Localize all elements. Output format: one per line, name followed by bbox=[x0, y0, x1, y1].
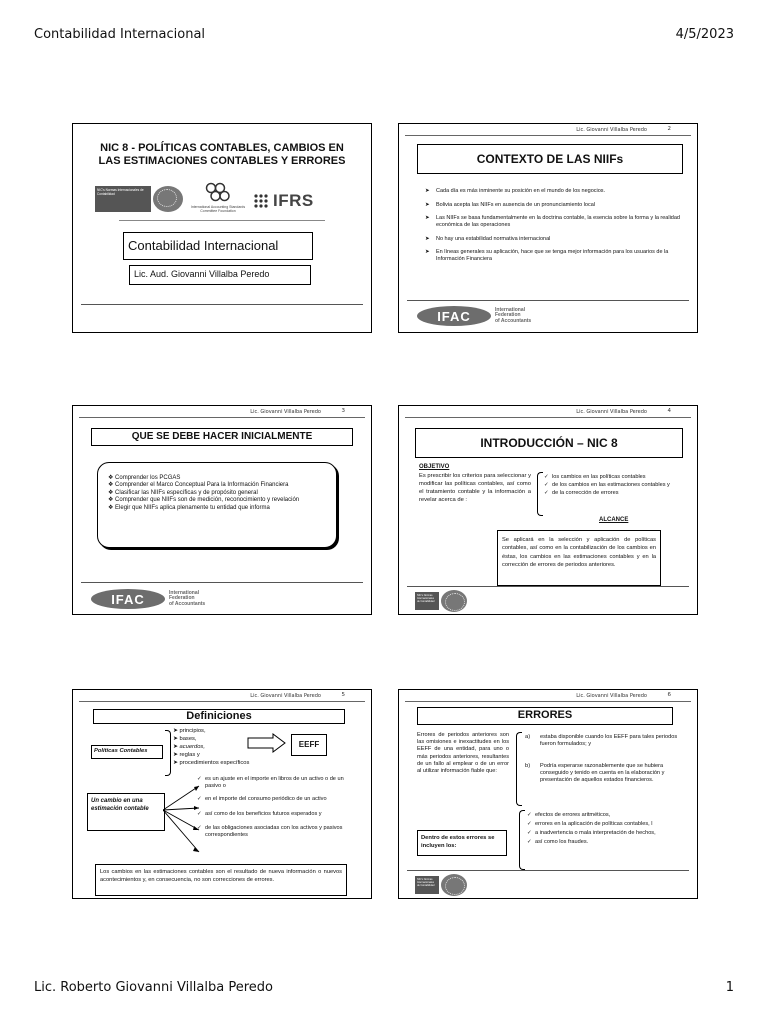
list-item: ➤ procedimientos específicos bbox=[173, 760, 250, 766]
slide-header-author: Lic. Giovanni Villalba Peredo bbox=[576, 409, 647, 415]
slide-2 bbox=[398, 123, 698, 333]
ifac-logo bbox=[417, 306, 531, 326]
title-box bbox=[91, 428, 353, 446]
list-item: ✓ de los cambios en las estimaciones contables y bbox=[544, 482, 684, 489]
list-item: ✓ es un ajuste en el importe en libros de un activo o de un pasivo o bbox=[197, 776, 357, 790]
list-item: ➤ Cada día es más inminente su posición en el mundo de los negocios. bbox=[425, 188, 681, 195]
context-bullet-list bbox=[425, 188, 681, 270]
cambio-check-list bbox=[197, 776, 357, 839]
title-box bbox=[415, 428, 683, 458]
alcance-box bbox=[497, 530, 661, 586]
ifac-logo-line: International bbox=[495, 306, 526, 313]
list-item: ✓ en el importe del consumo periódico de un activo bbox=[197, 796, 357, 803]
page-header-date: 4/5/2023 bbox=[675, 27, 734, 42]
nic-logo bbox=[95, 186, 183, 212]
list-item: ✓ de las obligaciones asociadas con los activos y pasivos correspondientes bbox=[197, 825, 357, 839]
nic-logo-text: NIC's Normas Internacionales de Contabilidad bbox=[415, 592, 439, 610]
ifac-logo-mark: IFAC bbox=[91, 589, 165, 609]
slide-5 bbox=[72, 689, 372, 899]
eeff-box bbox=[291, 734, 327, 756]
list-item: ❖ Comprender el Marco Conceptual Para la Información Financiera bbox=[108, 482, 289, 489]
list-item: ➤ No hay una estabilidad normativa internacional bbox=[425, 236, 681, 243]
title-box bbox=[417, 144, 683, 174]
list-item: ➤ bases, bbox=[173, 736, 197, 742]
slide-6 bbox=[398, 689, 698, 899]
item-b-text: Podría esperarse razonablemente que se hubiera conseguido y tenido en cuenta en la elaboración y presentación de aquellos estados financieros. bbox=[540, 763, 665, 784]
ifac-logo-line: International bbox=[169, 589, 200, 596]
ifrs-dots-icon bbox=[253, 193, 273, 209]
slide-header-author: Lic. Giovanni Villalba Peredo bbox=[576, 127, 647, 133]
ifac-logo-mark: IFAC bbox=[417, 306, 491, 326]
arrow-right-icon bbox=[247, 733, 287, 753]
cambios-note: Los cambios en las estimaciones contables son el resultado de nueva información o nuevos acontecimientos y, en consecuencia, no son correcciones de errores. bbox=[100, 869, 342, 883]
list-item: ❖ Comprender los PCGAS bbox=[108, 475, 181, 481]
cambios-note-box bbox=[95, 864, 347, 896]
page-number: 1 bbox=[725, 980, 734, 995]
slide-author: Lic. Aud. Giovanni Villalba Peredo bbox=[134, 269, 270, 279]
slide-title: QUE SE DEBE HACER INICIALMENTE bbox=[131, 431, 313, 442]
initial-steps-box bbox=[97, 462, 337, 548]
slide-title: CONTEXTO DE LAS NIIFs bbox=[476, 152, 624, 166]
slide-subtitle: Contabilidad Internacional bbox=[128, 238, 279, 253]
list-item: ✓ así como de los beneficios futuros esperados y bbox=[197, 811, 357, 818]
objetivo-check-list bbox=[544, 474, 684, 497]
slide-number: 6 bbox=[667, 692, 671, 698]
slide-number: 4 bbox=[667, 408, 671, 414]
item-b-label: b) bbox=[525, 763, 531, 769]
incluyen-box bbox=[417, 830, 507, 856]
item-a-label: a) bbox=[525, 734, 531, 740]
nic-logo bbox=[415, 874, 467, 896]
list-item: ❖ Elegir que NIIFs aplica plenamente tu entidad que informa bbox=[108, 504, 270, 511]
page-footer-author: Lic. Roberto Giovanni Villalba Peredo bbox=[34, 980, 273, 995]
subtitle-box bbox=[123, 232, 313, 260]
ifac-logo-line: Federation bbox=[169, 595, 195, 602]
ifrs-logo-text: IFRS bbox=[273, 191, 314, 210]
objetivo-text: Es prescribir los criterios para seleccionar y modificar las políticas contables, así como el tratamiento contable y la información a revelar acerca de : bbox=[419, 473, 531, 503]
item-a-text: estaba disponible cuando los EEFF para tales periodos fueron formulados; y bbox=[540, 734, 678, 748]
list-item: ➤ principios, bbox=[173, 728, 206, 734]
nic-logo bbox=[415, 590, 467, 612]
ifac-logo-line: Federation bbox=[495, 312, 521, 319]
slide-header-author: Lic. Giovanni Villalba Peredo bbox=[250, 693, 321, 699]
list-item: ❖ Comprender que NIIFs son de medición, reconocimiento y revelación bbox=[108, 497, 300, 504]
slide-header-author: Lic. Giovanni Villalba Peredo bbox=[576, 693, 647, 699]
iasc-logo bbox=[185, 182, 251, 218]
list-item: ✓ así como los fraudes. bbox=[527, 839, 677, 846]
list-item: ➤ reglas y bbox=[173, 752, 200, 758]
list-item: ✓ los cambios en las políticas contables bbox=[544, 474, 684, 481]
slide-4 bbox=[398, 405, 698, 615]
nic-logo-text: NIC's Normas Internacionales de Contabilidad bbox=[415, 876, 439, 894]
title-box bbox=[93, 709, 345, 724]
cambio-label-box bbox=[87, 793, 165, 831]
slide-title: Definiciones bbox=[186, 710, 252, 722]
slide-1 bbox=[72, 123, 372, 333]
list-item: ➤ Las NIIFs se basa fundamentalmente en la doctrina contable, la esencia sobre la forma y la realidad económica de las operaciones bbox=[425, 215, 681, 229]
errores-check-list bbox=[527, 812, 677, 846]
list-item: ✓ a inadvertencia o mala interpretación de hechos, bbox=[527, 830, 677, 837]
politicas-list bbox=[173, 727, 249, 767]
iasc-logo-text: International Accounting Standards Committee Foundation bbox=[190, 205, 246, 213]
ifac-logo-line: of Accountants bbox=[495, 317, 532, 324]
title-box bbox=[417, 707, 673, 725]
ifac-logo bbox=[91, 589, 205, 609]
list-item: ✓ efectos de errores aritméticos, bbox=[527, 812, 677, 819]
incluyen-label: Dentro de estos errores se incluyen los: bbox=[421, 835, 495, 849]
slide-number: 2 bbox=[667, 126, 671, 132]
politicas-label-box bbox=[91, 745, 163, 759]
alcance-text: Se aplicará en la selección y aplicación de políticas contables, así como en la contabilización de los cambios en éstas, los cambios en las estimaciones contables y en la corrección de errores de periodos anteriores. bbox=[502, 537, 656, 569]
list-item: ➤ Bolivia acepta las NIIFs en ausencia de un pronunciamiento local bbox=[425, 202, 681, 209]
cambio-label: Un cambio en una estimación contable bbox=[91, 798, 149, 812]
eeff-label: EEFF bbox=[298, 740, 320, 749]
list-item: ✓ de la corrección de errores bbox=[544, 490, 684, 497]
page-header-title: Contabilidad Internacional bbox=[34, 27, 206, 42]
slide-number: 5 bbox=[341, 692, 345, 698]
slide-title: ERRORES bbox=[517, 709, 573, 721]
slide-3 bbox=[72, 405, 372, 615]
slide-title: NIC 8 - POLÍTICAS CONTABLES, CAMBIOS EN LAS ESTIMACIONES CONTABLES Y ERRORES bbox=[98, 142, 346, 167]
list-item: ➤ En líneas generales su aplicación, hace que se tenga mejor información para los usuarios de la Información Financiera bbox=[425, 249, 681, 263]
list-item: ✓ errores en la aplicación de políticas contables, l bbox=[527, 821, 677, 828]
alcance-label: ALCANCE bbox=[599, 517, 629, 523]
ifac-logo-line: of Accountants bbox=[169, 600, 206, 607]
author-box bbox=[129, 265, 311, 285]
objetivo-label: OBJETIVO bbox=[419, 464, 450, 470]
list-item: ➤ acuerdos, bbox=[173, 744, 205, 750]
ifrs-logo bbox=[253, 191, 314, 211]
slide-number: 3 bbox=[341, 408, 345, 414]
slide-header-author: Lic. Giovanni Villalba Peredo bbox=[250, 409, 321, 415]
list-item: ❖ Clasificar las NIIFs específicas y de propósito general bbox=[108, 489, 258, 496]
politicas-label: Políticas Contables bbox=[94, 748, 148, 754]
errores-definition: Errores de periodos anteriores son las omisiones e inexactitudes en los EEFF de una entidad, para uno o más periodos anteriores, resultantes de un fallo al emplear o de un error al utilizar información fiable que: bbox=[417, 732, 509, 775]
slide-title: INTRODUCCIÓN – NIC 8 bbox=[480, 436, 618, 450]
nic-logo-text: NIC's Normas Internacionales de Contabilidad bbox=[95, 186, 151, 212]
